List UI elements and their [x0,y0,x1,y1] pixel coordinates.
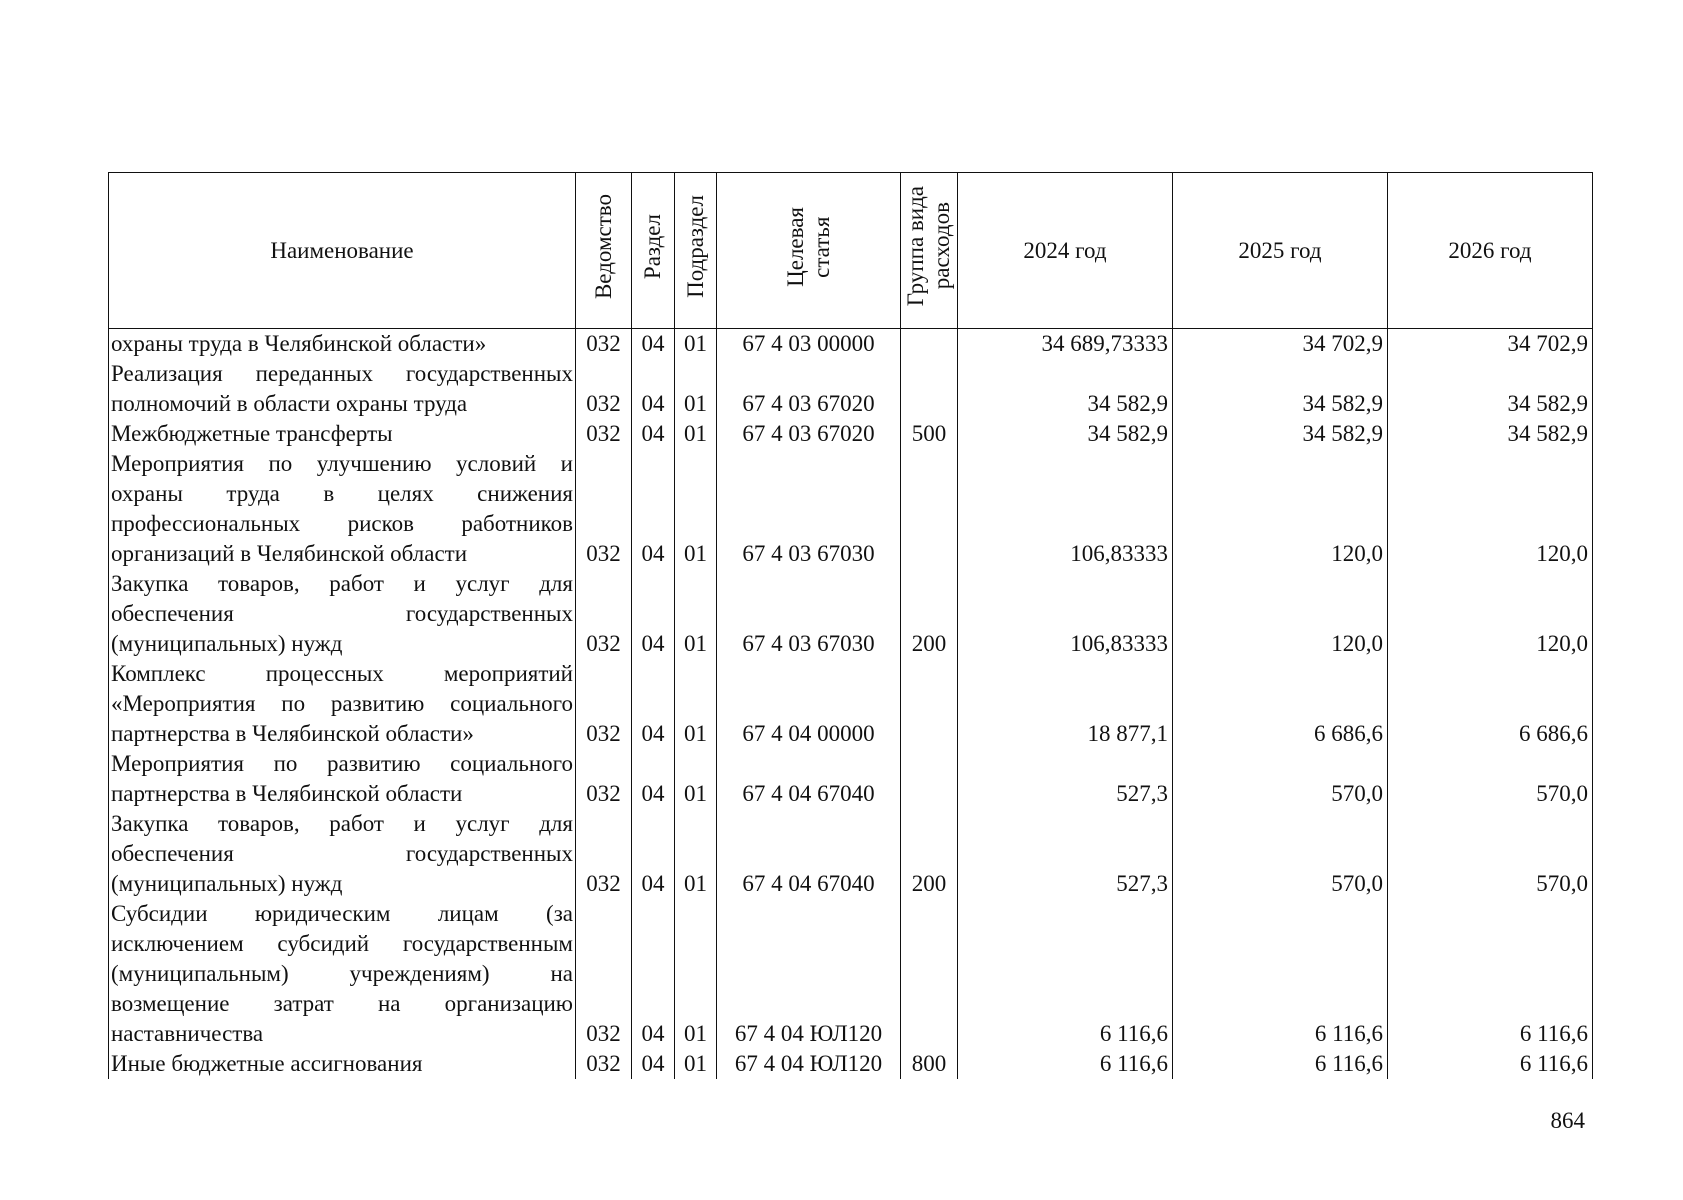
table-row [109,419,1593,449]
row-2026: 34 582,9 [1388,359,1593,419]
row-name: Закупка товаров, работ и услуг для обеспечения государственных (муниципальных) нужд [109,809,576,899]
table-row [109,329,1593,360]
row-2026: 570,0 [1388,809,1593,899]
table-row [109,449,1593,569]
row-2024: 106,83333 [958,569,1173,659]
row-name: Субсидии юридическим лицам (за исключением субсидий государственным (муниципальным) учреждениям) на возмещение затрат на организацию наставничества [109,899,576,1049]
header-razdel: Раздел [632,173,675,329]
row-gruppa-rashodov: 200 [901,569,958,659]
row-podrazdel: 01 [675,899,717,1049]
row-2024: 6 116,6 [958,1049,1173,1079]
row-gruppa-rashodov: 800 [901,1049,958,1079]
row-podrazdel: 01 [675,749,717,809]
table-body [109,329,1593,1080]
header-row [109,173,1593,329]
header-gruppa-rashodov: Группа вида расходов [901,173,958,329]
row-razdel: 04 [632,569,675,659]
row-2025: 6 116,6 [1173,1049,1388,1079]
row-vedomstvo: 032 [576,449,632,569]
row-podrazdel: 01 [675,359,717,419]
row-podrazdel: 01 [675,449,717,569]
table-row [109,659,1593,749]
row-vedomstvo: 032 [576,659,632,749]
row-celevaya-statya: 67 4 04 67040 [717,809,901,899]
row-razdel: 04 [632,419,675,449]
row-name: Реализация переданных государственных полномочий в области охраны труда [109,359,576,419]
row-name: Мероприятия по улучшению условий и охраны труда в целях снижения профессиональных рисков работников организаций в Челябинской области [109,449,576,569]
row-2025: 570,0 [1173,749,1388,809]
header-podrazdel: Подраздел [675,173,717,329]
row-celevaya-statya: 67 4 03 00000 [717,329,901,360]
row-vedomstvo: 032 [576,359,632,419]
row-name: Межбюджетные трансферты [109,419,576,449]
row-2024: 34 582,9 [958,359,1173,419]
row-celevaya-statya: 67 4 04 ЮЛ120 [717,899,901,1049]
table-row [109,809,1593,899]
row-gruppa-rashodov: 500 [901,419,958,449]
row-2026: 6 686,6 [1388,659,1593,749]
row-2026: 34 582,9 [1388,419,1593,449]
row-gruppa-rashodov: 200 [901,809,958,899]
row-podrazdel: 01 [675,809,717,899]
row-podrazdel: 01 [675,1049,717,1079]
row-vedomstvo: 032 [576,329,632,360]
row-razdel: 04 [632,359,675,419]
row-name: Комплекс процессных мероприятий «Мероприятия по развитию социального партнерства в Челябинской области» [109,659,576,749]
row-gruppa-rashodov [901,749,958,809]
row-podrazdel: 01 [675,419,717,449]
row-2025: 6 686,6 [1173,659,1388,749]
header-celevaya-statya: Целевая статья [717,173,901,329]
page-number: 864 [1550,1108,1585,1133]
row-vedomstvo: 032 [576,749,632,809]
row-2025: 34 582,9 [1173,359,1388,419]
row-2024: 527,3 [958,809,1173,899]
row-name: Мероприятия по развитию социального партнерства в Челябинской области [109,749,576,809]
row-name: охраны труда в Челябинской области» [109,329,576,360]
row-razdel: 04 [632,809,675,899]
row-2025: 34 582,9 [1173,419,1388,449]
row-2025: 34 702,9 [1173,329,1388,360]
row-gruppa-rashodov [901,659,958,749]
table-row [109,899,1593,1049]
row-razdel: 04 [632,899,675,1049]
row-celevaya-statya: 67 4 03 67020 [717,359,901,419]
row-vedomstvo: 032 [576,569,632,659]
row-celevaya-statya: 67 4 03 67030 [717,569,901,659]
row-2024: 106,83333 [958,449,1173,569]
row-razdel: 04 [632,659,675,749]
row-celevaya-statya: 67 4 03 67030 [717,449,901,569]
header-2025: 2025 год [1173,173,1388,329]
row-gruppa-rashodov [901,899,958,1049]
header-2024: 2024 год [958,173,1173,329]
row-celevaya-statya: 67 4 04 ЮЛ120 [717,1049,901,1079]
row-celevaya-statya: 67 4 04 67040 [717,749,901,809]
budget-table-container [108,172,1592,1079]
row-gruppa-rashodov [901,449,958,569]
row-2024: 34 582,9 [958,419,1173,449]
row-celevaya-statya: 67 4 03 67020 [717,419,901,449]
row-2024: 527,3 [958,749,1173,809]
row-gruppa-rashodov [901,359,958,419]
row-celevaya-statya: 67 4 04 00000 [717,659,901,749]
row-vedomstvo: 032 [576,809,632,899]
row-2026: 34 702,9 [1388,329,1593,360]
row-vedomstvo: 032 [576,419,632,449]
row-2026: 6 116,6 [1388,899,1593,1049]
row-podrazdel: 01 [675,659,717,749]
row-2026: 570,0 [1388,749,1593,809]
row-gruppa-rashodov [901,329,958,360]
header-name: Наименование [109,173,576,329]
row-2024: 18 877,1 [958,659,1173,749]
row-vedomstvo: 032 [576,1049,632,1079]
header-vedomstvo: Ведомство [576,173,632,329]
row-2026: 6 116,6 [1388,1049,1593,1079]
row-2025: 120,0 [1173,449,1388,569]
row-vedomstvo: 032 [576,899,632,1049]
row-podrazdel: 01 [675,329,717,360]
row-2025: 120,0 [1173,569,1388,659]
row-2025: 570,0 [1173,809,1388,899]
row-2024: 6 116,6 [958,899,1173,1049]
budget-table [108,172,1593,1079]
row-2025: 6 116,6 [1173,899,1388,1049]
table-row [109,749,1593,809]
row-2026: 120,0 [1388,569,1593,659]
row-2024: 34 689,73333 [958,329,1173,360]
row-name: Закупка товаров, работ и услуг для обеспечения государственных (муниципальных) нужд [109,569,576,659]
row-razdel: 04 [632,1049,675,1079]
table-row [109,1049,1593,1079]
table-row [109,569,1593,659]
row-name: Иные бюджетные ассигнования [109,1049,576,1079]
row-razdel: 04 [632,329,675,360]
row-2026: 120,0 [1388,449,1593,569]
table-row [109,359,1593,419]
row-razdel: 04 [632,449,675,569]
row-podrazdel: 01 [675,569,717,659]
header-2026: 2026 год [1388,173,1593,329]
row-razdel: 04 [632,749,675,809]
